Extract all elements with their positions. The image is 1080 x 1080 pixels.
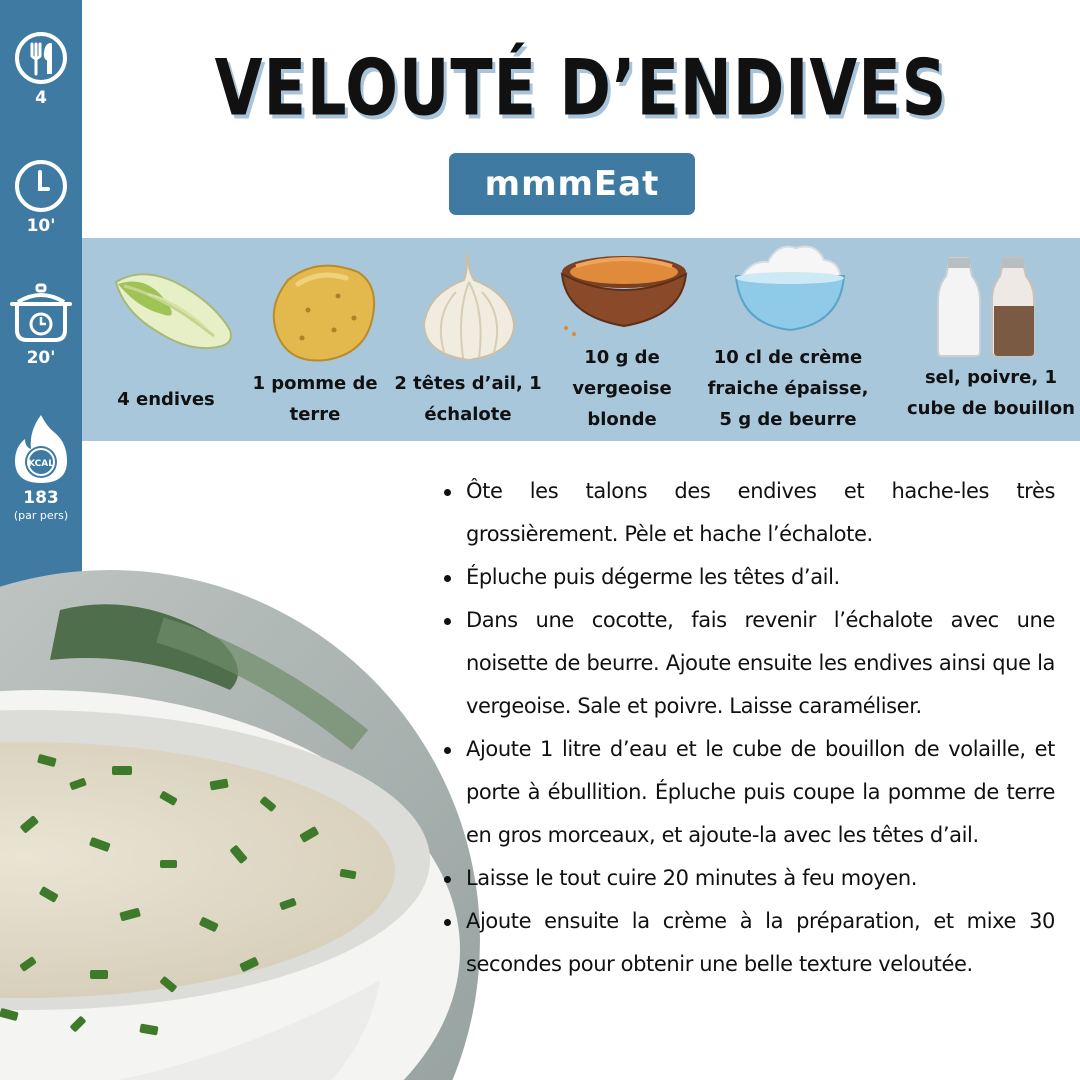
step-item: Ajoute 1 litre d’eau et le cube de bouillon de volaille, et porte à ébullition. Épluche puis coupe la pomme de terre en gros morceaux, et ajoute-la avec les têtes d’ail. (441, 728, 1055, 857)
ingredient-potato (246, 238, 384, 441)
ingredient-sugar (552, 238, 692, 441)
fork-knife-icon (13, 30, 69, 86)
ingredient-cream (700, 238, 876, 441)
kcal-flame-icon (11, 412, 71, 486)
ingredient-label: 2 têtes d’ail, 1 échalote (394, 373, 542, 425)
prep-time-value: 10' (26, 216, 56, 236)
calories-unit: (par pers) (13, 509, 69, 522)
servings-block (0, 30, 82, 108)
step-item: Épluche puis dégerme les têtes d’ail. (441, 556, 1055, 599)
salt-pepper-icon (932, 254, 1042, 358)
soup-photo (0, 570, 480, 1080)
ingredient-garlic (394, 238, 542, 441)
ingredient-label: 10 g de vergeoise blonde (572, 347, 672, 430)
ingredient-seasoning (902, 238, 1080, 441)
step-item: Laisse le tout cuire 20 minutes à feu moyen. (441, 857, 1055, 900)
garlic-icon (416, 252, 522, 364)
step-item: Ajoute ensuite la crème à la préparation, et mixe 30 secondes pour obtenir une belle texture veloutée. (441, 900, 1055, 986)
calories-value: 183 (23, 488, 59, 508)
step-item: Ôte les talons des endives et hache-les très grossièrement. Pèle et hache l’échalote. (441, 470, 1055, 556)
cook-time-block (0, 282, 82, 368)
recipe-steps (441, 470, 1055, 986)
cream-bowl-icon (732, 240, 848, 336)
kcal-badge: KCAL (28, 459, 54, 469)
cooking-pot-icon (8, 282, 74, 346)
step-item: Dans une cocotte, fais revenir l’échalote avec une noisette de beurre. Ajoute ensuite les endives ainsi que la vergeoise. Sale et poivre. Laisse caraméliser. (441, 599, 1055, 728)
servings-value: 4 (35, 88, 47, 108)
ingredient-label: 1 pomme de terre (252, 373, 378, 425)
soup-bowl-image (0, 570, 480, 1080)
clock-icon (13, 158, 69, 214)
recipe-title: VELOUTÉ D’ENDIVES (214, 42, 948, 134)
endive-icon (108, 264, 236, 354)
calories-block (0, 412, 82, 522)
potato-icon (268, 260, 378, 364)
sugar-bowl-icon (556, 250, 692, 338)
prep-time-block (0, 158, 82, 236)
ingredient-label: 4 endives (117, 389, 215, 410)
cook-time-value: 20' (26, 348, 56, 368)
brand-logo: mmmEat (449, 153, 695, 215)
ingredients-band (82, 238, 1080, 441)
info-sidebar (0, 0, 82, 610)
ingredient-label: sel, poivre, 1 cube de bouillon (907, 367, 1075, 419)
ingredient-label: 10 cl de crème fraiche épaisse, 5 g de beurre (707, 347, 869, 430)
ingredient-endives (94, 238, 238, 441)
